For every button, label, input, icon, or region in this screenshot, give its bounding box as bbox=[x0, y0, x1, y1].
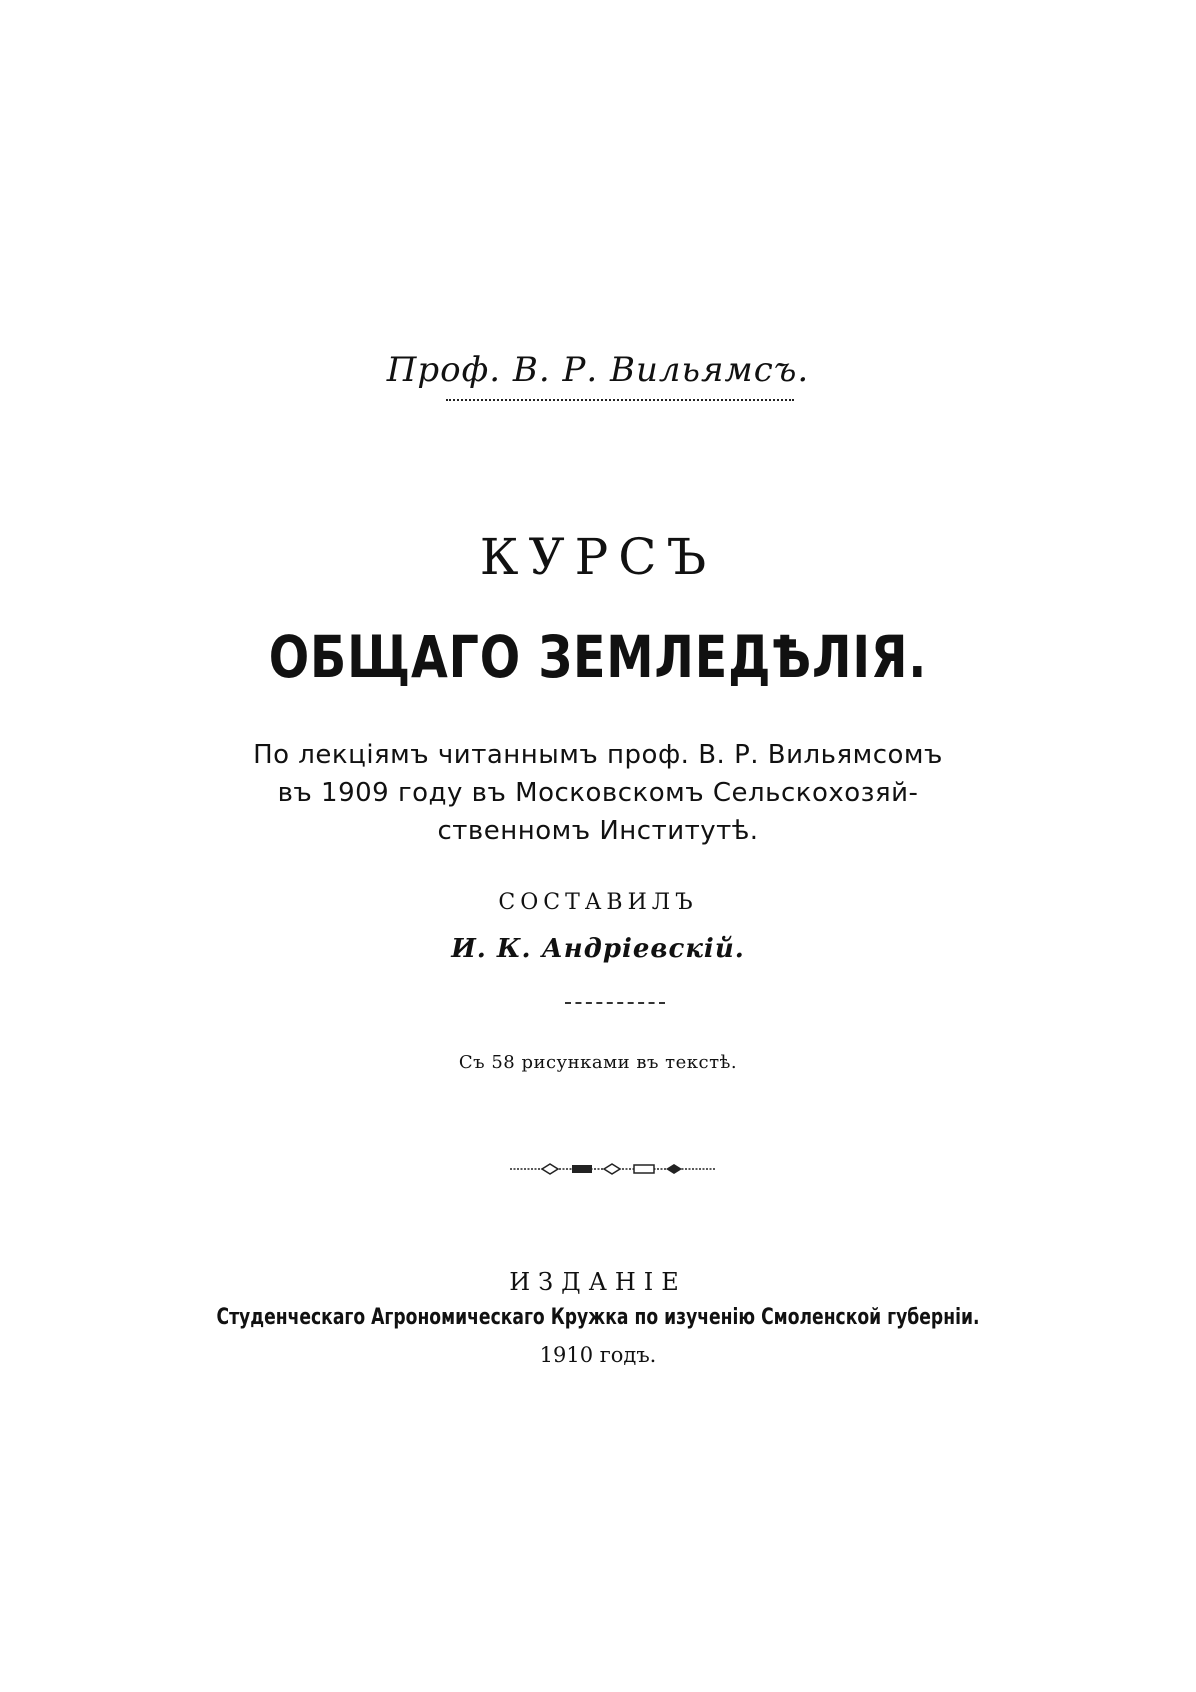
compiler-name: И. К. Андріевскій. bbox=[451, 934, 745, 964]
lecture-line-2: въ 1909 году въ Московскомъ Сельскохозяй- bbox=[277, 778, 919, 808]
lecture-line-1: По лекціямъ читаннымъ проф. В. Р. Вильямсомъ bbox=[253, 740, 943, 770]
lecture-line-3: ственномъ Институтѣ. bbox=[437, 816, 759, 846]
publication-year: 1910 годъ. bbox=[539, 1343, 657, 1367]
publisher-line: Студенческаго Агрономическаго Кружка по изученію Смоленской губерніи. bbox=[216, 1305, 980, 1330]
course-heading: КУРСЪ bbox=[479, 528, 717, 586]
author-underline bbox=[446, 399, 794, 401]
edition-label: ИЗДАНІЕ bbox=[509, 1268, 687, 1296]
author-line: Проф. В. Р. Вильямсъ. bbox=[386, 350, 810, 390]
subject-heading: ОБЩАГО ЗЕМЛЕДѢЛІЯ. bbox=[268, 623, 928, 691]
compiled-label: СОСТАВИЛЪ bbox=[498, 890, 698, 915]
ornament-divider-icon bbox=[510, 1162, 715, 1176]
decorative-rule bbox=[565, 1002, 665, 1004]
figures-note: Съ 58 рисунками въ текстѣ. bbox=[458, 1052, 738, 1073]
